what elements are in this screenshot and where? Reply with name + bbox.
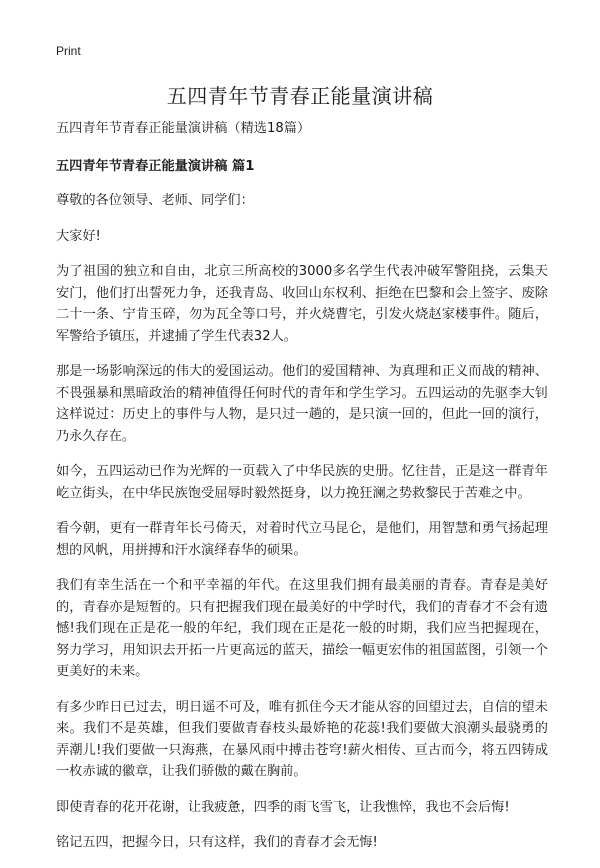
- paragraph: 为了祖国的独立和自由，北京三所高校的3000多名学生代表冲破军警阻挠，云集天安门，他们打出誓死力争，还我青岛、收回山东权利、拒绝在巴黎和会上签字、废除二十一条、宁肯玉碎，勿为瓦全等口号，并火烧曹宅，引发火烧赵家楼事件。随后，军警给予镇压，并逮捕了学生代表32人。: [56, 264, 548, 344]
- paragraph: 我们有幸生活在一个和平幸福的年代。在这里我们拥有最美丽的青春。青春是美好的，青春亦是短暂的。只有把握我们现在最美好的中学时代，我们的青春才不会有遗憾!我们现在正是花一般的年纪，我们现在正是花一般的时期，我们应当把握现在，努力学习，用知识去开拓一片更高远的蓝天，描绘一幅更宏伟的祖国蓝图，引领一个更美好的未来。: [56, 578, 548, 679]
- paragraph: 那是一场影响深远的伟大的爱国运动。他们的爱国精神、为真理和正义而战的精神、不畏强暴和黑暗政治的精神值得任何时代的青年和学生学习。五四运动的先驱李大钊这样说过：历史上的事件与人物，是只过一趟的，是只演一回的，但此一回的演行，乃永久存在。: [56, 364, 548, 444]
- paragraph: 如今，五四运动已作为光辉的一页载入了中华民族的史册。忆往昔，正是这一群青年屹立街头，在中华民族饱受屈辱时毅然挺身，以力挽狂澜之势救黎民于苦难之中。: [56, 464, 548, 501]
- section-heading: 五四青年节青春正能量演讲稿 篇1: [56, 158, 255, 174]
- paragraph-salutation: 尊敬的各位领导、老师、同学们：: [56, 193, 254, 208]
- paragraph: 看今朝，更有一群青年长弓倚天，对着时代立马昆仑，是他们，用智慧和勇气扬起理想的风帆，用拼搏和汗水演绎春华的硕果。: [56, 521, 548, 558]
- page-title: 五四青年节青春正能量演讲稿: [166, 84, 434, 108]
- paragraph-greeting: 大家好!: [56, 228, 101, 244]
- document-subtitle: 五四青年节青春正能量演讲稿（精选18篇）: [56, 121, 311, 136]
- print-link[interactable]: Print: [56, 44, 81, 58]
- paragraph: 铭记五四，把握今日，只有这样，我们的青春才会无悔!: [56, 835, 378, 850]
- paragraph: 即使青春的花开花谢，让我疲惫，四季的雨飞雪飞，让我憔悴，我也不会后悔!: [56, 799, 510, 815]
- paragraph: 有多少昨日已过去，明日遥不可及，唯有抓住今天才能从容的回望过去，自信的望未来。我们不是英雄，但我们要做青春枝头最娇艳的花蕊!我们要做大浪潮头最骁勇的弄潮儿!我们要做一只海燕，在暴风雨中搏击苍穹!薪火相传、亘古而今，将五四铸成一枚赤诚的徽章，让我们骄傲的戴在胸前。: [56, 699, 548, 779]
- document-body: [56, 118, 548, 868]
